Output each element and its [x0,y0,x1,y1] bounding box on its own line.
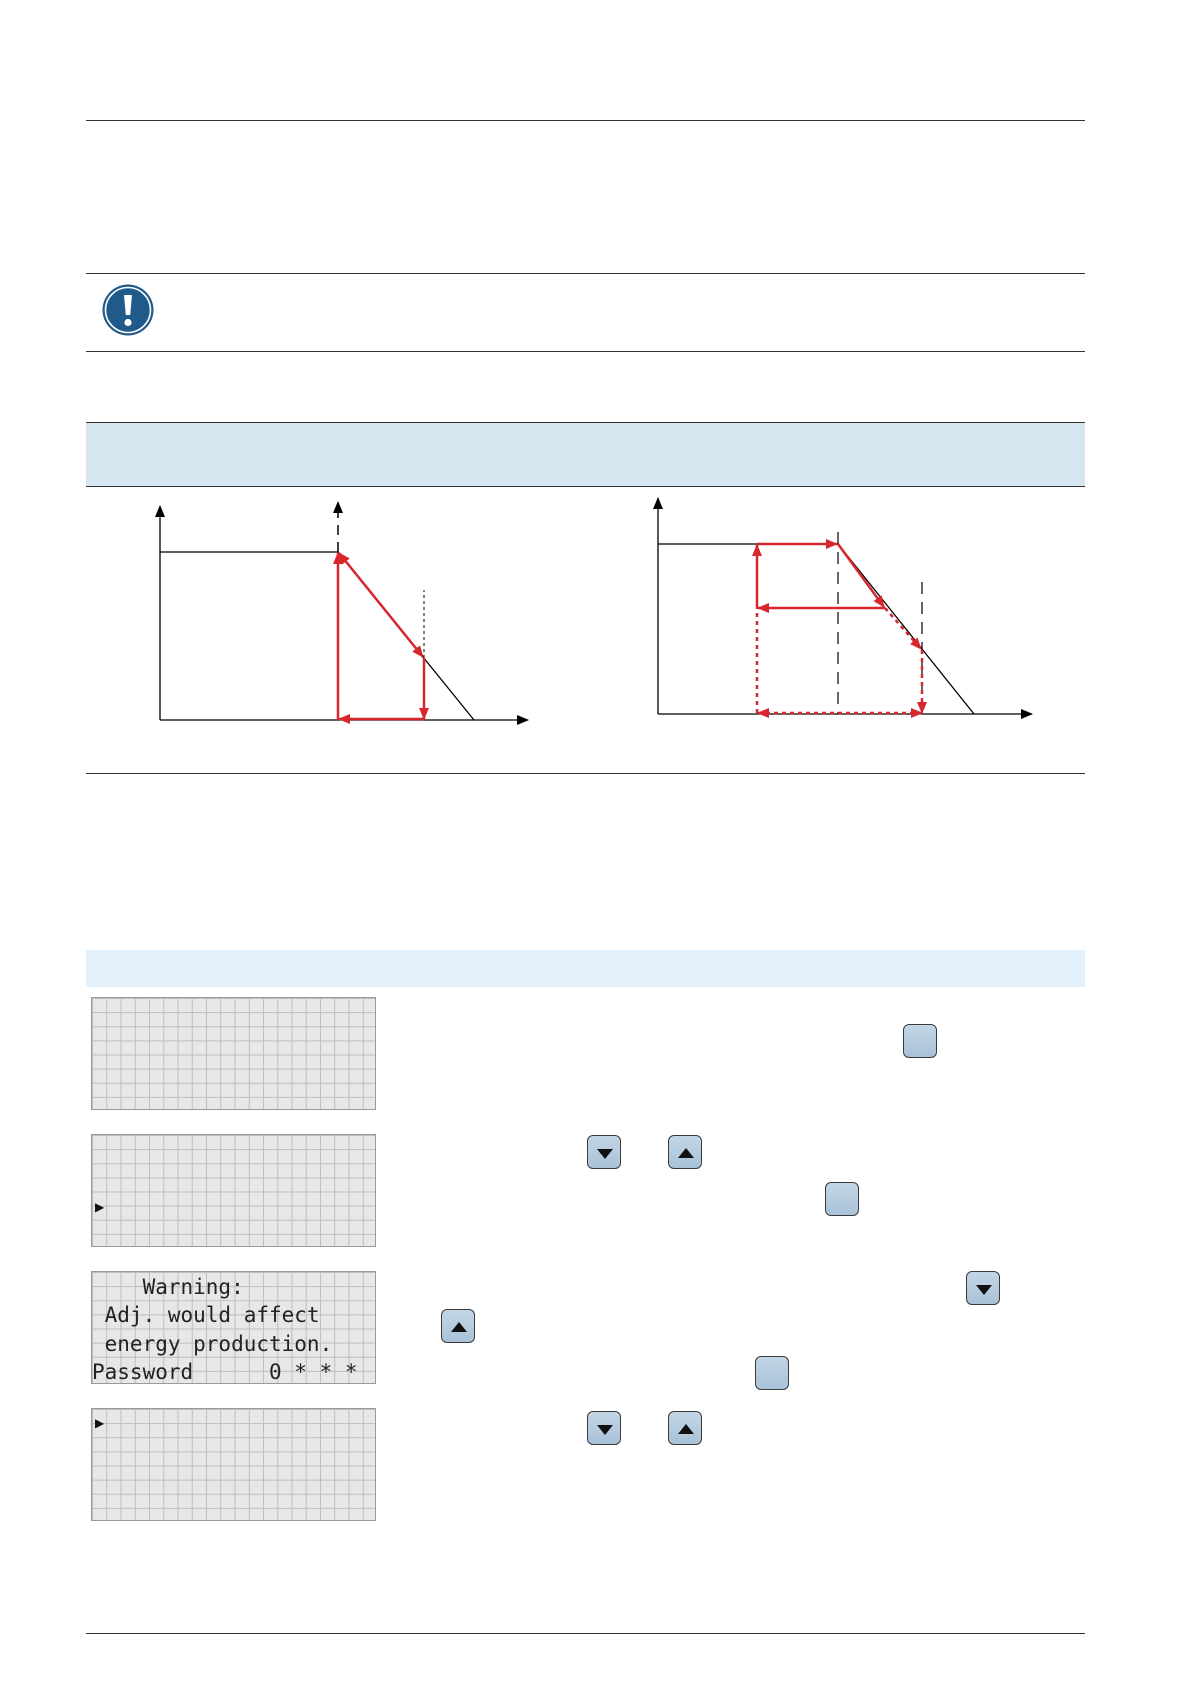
path-dotted-diagonal [885,608,921,649]
arrow-up-icon [668,1135,702,1169]
lcd-line-3: energy production. [92,1332,333,1356]
exclamation-circle-icon [101,283,155,337]
enter-key-icon [903,1024,937,1058]
lcd-cursor: ▶ [95,1200,105,1214]
top-rule [86,120,1085,121]
procedure-header-band [86,950,1085,987]
notice-top-rule [86,273,1085,274]
enter-key-icon [825,1182,859,1216]
lcd-line-2: Adj. would affect [92,1303,320,1327]
lcd-line-1: Warning: [92,1275,244,1299]
power-curve [658,544,974,714]
diagram-bottom-rule [86,773,1085,774]
path-arrow-diagonal [838,544,884,607]
power-reduction-diagram-left [140,494,540,734]
lcd-screen-3 [91,1271,376,1384]
arrow-down-icon [587,1135,621,1169]
path-arrow-diagonal [339,553,423,657]
arrow-up-icon [668,1411,702,1445]
lcd-screen-4 [91,1408,376,1521]
footer-rule [86,1633,1085,1634]
notice-bottom-rule [86,351,1085,352]
lcd-cursor: ▶ [95,1416,105,1430]
arrow-up-icon [441,1309,475,1343]
lcd-screen-1 [91,997,376,1110]
lcd-line-4: Password 0 * * * [92,1360,358,1384]
arrow-down-icon [587,1411,621,1445]
power-curve [160,552,474,720]
power-reduction-diagram-right [640,494,1040,734]
section-header-band [86,423,1085,486]
band-bottom-rule [86,486,1085,487]
enter-key-icon [755,1356,789,1390]
arrow-down-icon [966,1271,1000,1305]
lcd-screen-2 [91,1134,376,1247]
